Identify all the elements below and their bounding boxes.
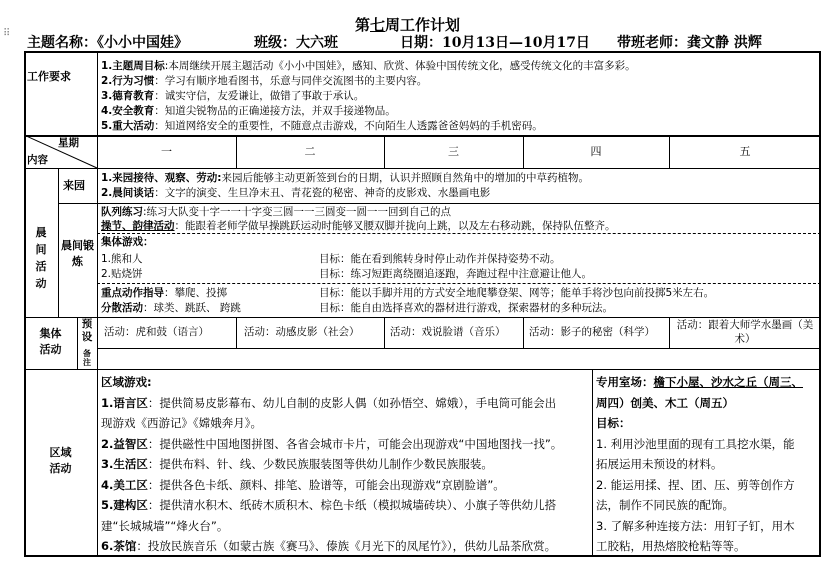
requirements-label: 工作要求: [27, 70, 71, 83]
requirement-item: 1.主题周目标:本周继续开展主题活动《小小中国娃》，感知、欣赏、体验中国传统文化，感受传统文化的丰富多彩。: [101, 60, 636, 72]
margin-marker: ⠿: [3, 28, 11, 39]
special-rooms: 专用室场：檐下小屋、沙水之丘（周三、 周四）创美、木工（周五） 目标： 1. 利用沙池里面的现有工具挖水渠，能 拓展运用未预设的材料。 2. 能运用揉、捏、团、压、剪等创作方 法，制作不同民族的配饰。 3. 了解多种连接方法：用钉子钉，用木 工胶粘，用热熔胶枪粘等等。: [596, 375, 803, 553]
corner-content-label: 内容: [27, 154, 48, 166]
date-range: 日期：10月13日—10月17日: [400, 35, 590, 51]
key-actions-goals: 目标：能以手脚并用的方式安全地爬攀登架、网等；能单手将沙包向前投掷5米左右。 目标：能自由选择喜欢的器材进行游戏，探索器材的多种玩法。: [319, 287, 715, 314]
teacher-names: 带班老师：龚文静 洪辉: [617, 35, 762, 51]
page-title: 第七周工作计划: [355, 16, 461, 34]
corner-weekday-label: 星期: [58, 137, 79, 149]
plan-label: 预 设: [81, 318, 93, 343]
arrival-content: 1.来园接待、观察、劳动:来园后能够主动更新签到台的日期，认识并照顾自然角中的增加的中草药植物。 2.晨间谈话：文字的演变、生旦净末丑、青花瓷的秘密、神奇的皮影戏、水墨画电影: [101, 172, 589, 199]
note-label: 备 注: [83, 349, 91, 367]
day-tuesday: 二: [304, 145, 316, 158]
group-activity-label: 集体 活动: [39, 327, 62, 356]
requirement-item: 5.重大活动：知道网络安全的重要性，不随意点击游戏，不向陌生人透露爸爸妈妈的手机密码。: [101, 120, 543, 132]
theme-name: 主题名称：《小小中国娃》: [27, 35, 188, 51]
key-actions: 重点动作指导：攀爬、投掷 分散活动：球类、跳跃、 跨跳: [101, 287, 241, 314]
activity-wednesday: 活动：戏说脸谱（音乐）: [390, 326, 506, 338]
area-activity-label: 区域 活动: [49, 446, 72, 475]
exercise-queue: 队列练习:练习大队变十字一一十字变三圆一一三圆变一圆一一回到自己的点 操节、韵律活动：能跟着老师学做早操跳跃运动时能够叉腰双脚并拢向上跳，以及左右移动跳，保持队伍整齐。: [101, 206, 616, 232]
group-games-names: 1.熊和人 2.贴烧饼: [101, 253, 143, 280]
day-monday: 一: [161, 145, 172, 158]
activity-friday: 活动：跟着大师学水墨画（美术）: [676, 319, 814, 345]
area-games: 区域游戏: 1.语言区：提供简易皮影幕布、幼儿自制的皮影人偶（如孙悟空、嫦娥），手电筒可能会出 现游戏《西游记》《嫦娥奔月》。 2.益智区：提供磁性中国地图拼图、各省会城市卡片，可能会出现游戏“中国地图找一找”。 3.生活区：提供布料、针、线、少数民族服装图等供幼儿制作少数民族服装。 4.美工区：提供各色卡纸、颜料、排笔、脸谱等，可能会出现游戏“京剧脸谱”。 5.建构区：提供清水积木、纸砖木质积木、棕色卡纸（模拟城墙砖块）、小旗子等供幼儿搭 建“长城城墙”“烽火台”。 6.茶馆：投放民族音乐（如蒙古族《赛马》、傣族《月光下的凤尾竹》），供幼儿品茶欣赏。: [101, 375, 563, 553]
group-games-goals: 目标：能在看到熊转身时停止动作并保持姿势不动。 目标：练习短距离绕圈追逐跑，奔跑过程中注意避让他人。: [319, 253, 592, 280]
requirements-list: [101, 59, 636, 134]
class-name: 班级：大六班: [254, 35, 338, 51]
exercise-label: 晨间锻炼: [61, 239, 94, 268]
activity-thursday: 活动：影子的秘密（科学）: [529, 326, 655, 338]
arrival-label: 来园: [63, 179, 85, 192]
activity-tuesday: 活动：动感皮影（社会）: [244, 326, 360, 338]
group-games-title: 集体游戏：: [101, 236, 154, 248]
day-wednesday: 三: [448, 145, 459, 158]
week-number: 七: [370, 16, 386, 34]
requirement-item: 4.安全教育：知道尖锐物品的正确递接方法，并双手接递物品。: [101, 105, 396, 117]
day-friday: 五: [739, 145, 751, 158]
morning-label: 晨 间 活 动: [35, 226, 47, 290]
requirement-item: 2.行为习惯：学习有顺序地看图书，乐意与同伴交流图书的主要内容。: [101, 75, 428, 87]
day-thursday: 四: [590, 145, 602, 158]
activity-monday: 活动：虎和鼓（语言）: [104, 326, 209, 338]
requirement-item: 3.德育教育：诚实守信，友爱谦让，做错了事敢于承认。: [101, 90, 365, 102]
